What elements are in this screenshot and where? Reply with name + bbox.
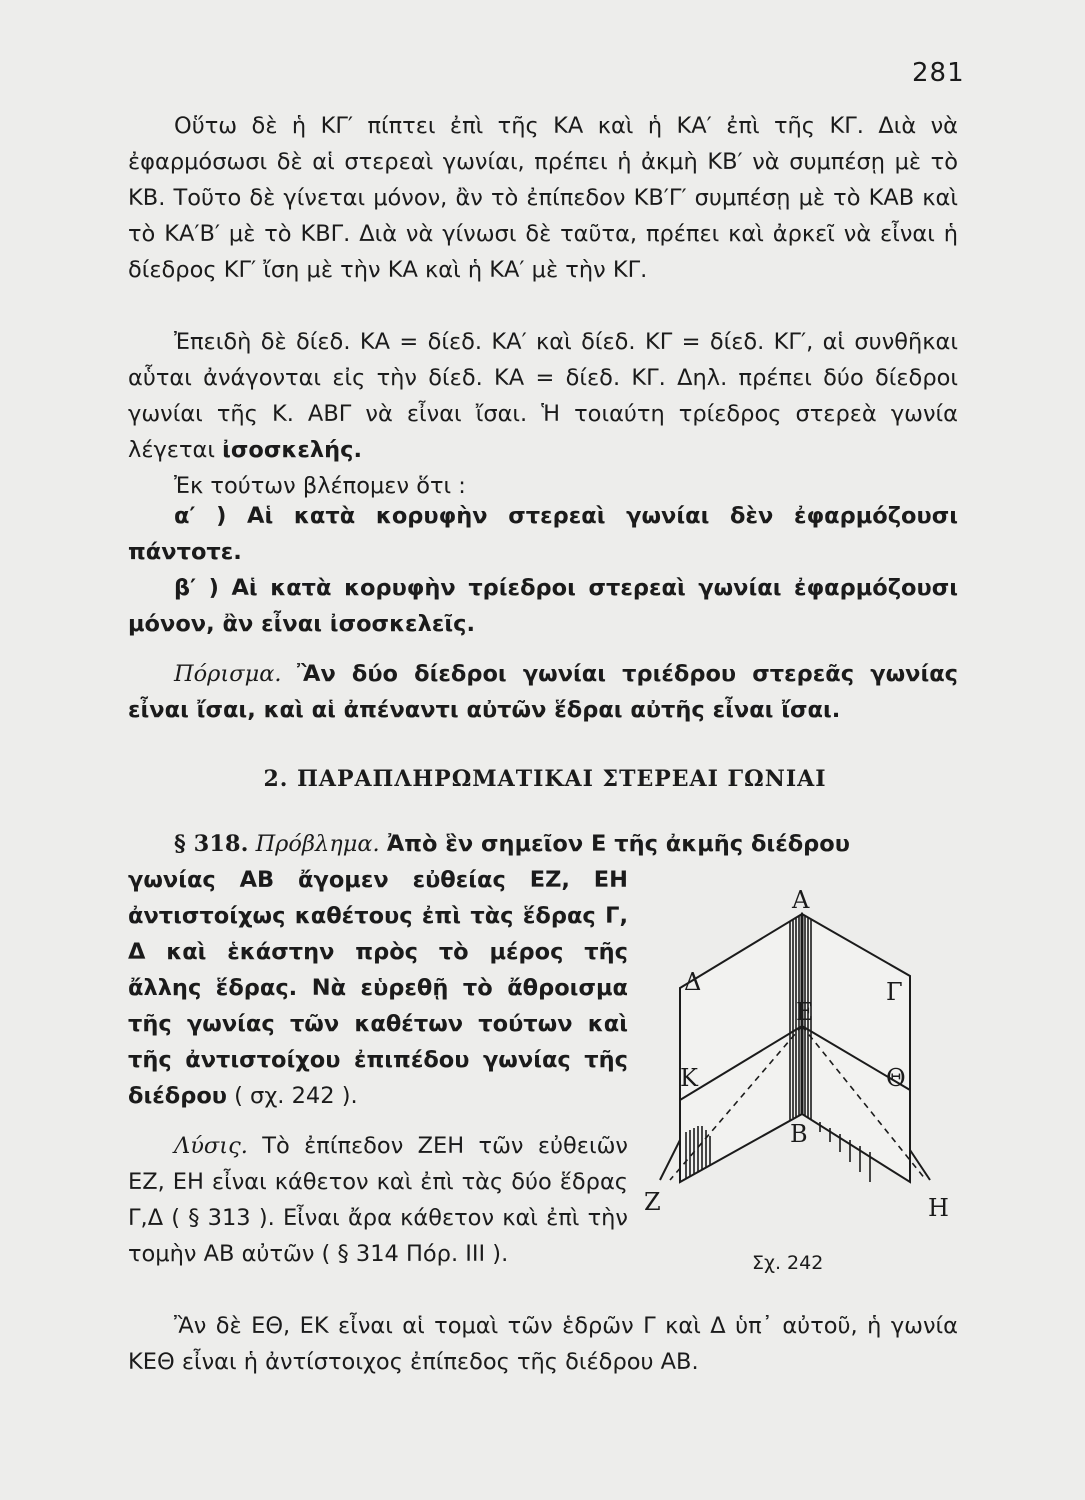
paragraph-epeidi-text: Ἐπειδὴ δὲ δίεδ. ΚΑ = δίεδ. ΚΑ′ καὶ δίεδ. ΚΓ = δίεδ. ΚΓ′, αἱ συνθῆκαι αὗται ἀνάγονται εἰς τὴν δίεδ. ΚΑ = δίεδ. ΚΓ. Δηλ. πρέπει δύο δίεδροι γωνίαι τῆς Κ. ΑΒΓ νὰ εἶναι ἴσαι. Ἡ τοιαύτη τρίεδρος στερεὰ γωνία λέγεται xyxy=(128,329,958,463)
label-delta: Δ xyxy=(684,968,702,996)
final-paragraph xyxy=(128,1308,958,1380)
list-item-a-text: α′ ) Αἱ κατὰ κορυφὴν στερεαὶ γωνίαι δὲν ἐφαρμόζουσι πάντοτε. xyxy=(128,503,958,565)
label-gamma: Γ xyxy=(886,978,903,1006)
list-item-b xyxy=(128,570,958,642)
corollary-text: Ἂν δύο δίεδροι γωνίαι τριέδρου στερεᾶς γωνίας εἶναι ἴσαι, καὶ αἱ ἀπέναντι αὐτῶν ἕδραι αὐτῆς εἶναι ἴσαι. xyxy=(128,661,959,723)
label-b: B xyxy=(790,1120,808,1148)
corollary xyxy=(128,656,958,728)
label-z: Z xyxy=(644,1188,661,1216)
list-item-a xyxy=(128,498,958,570)
problem-line1: Ἀπὸ ἓν σημεῖον Ε τῆς ἀκμῆς διέδρου xyxy=(386,831,850,857)
label-k: K xyxy=(680,1064,698,1092)
list-item-b-text: β′ ) Αἱ κατὰ κορυφὴν τρίεδροι στερεαὶ γωνίαι ἐφαρμόζουσι μόνον, ἂν εἶναι ἰσοσκελεῖς. xyxy=(128,575,958,637)
section-heading: 2. ΠΑΡΑΠΛΗΡΩΜΑΤΙΚΑΙ ΣΤΕΡΕΑΙ ΓΩΝΙΑΙ xyxy=(263,766,827,792)
solution-text: Τὸ ἐπίπεδον ΖΕΗ τῶν εὐθειῶν ΕΖ, ΕΗ εἶναι κάθετον καὶ ἐπὶ τὰς δύο ἕδρας Γ,Δ ( § 313 ). Εἶναι ἄρα κάθετον καὶ ἐπὶ τὴν τομὴν ΑΒ αὐτῶν ( § 314 Πόρ. ΙΙΙ ). xyxy=(128,1133,628,1267)
problem-header xyxy=(128,826,958,862)
figure-caption: Σχ. 242 xyxy=(752,1252,824,1274)
label-e: E xyxy=(796,998,814,1026)
paragraph-ek-text: Ἐκ τούτων βλέπομεν ὅτι : xyxy=(174,473,466,499)
problem-label: Πρόβλημα. xyxy=(255,831,380,857)
paragraph-intro xyxy=(128,108,958,288)
final-paragraph-text: Ἂν δὲ ΕΘ, ΕΚ εἶναι αἱ τομαὶ τῶν ἑδρῶν Γ καὶ Δ ὑπ᾿ αὐτοῦ, ἡ γωνία ΚΕΘ εἶναι ἡ ἀντίστοιχος ἐπίπεδος τῆς διέδρου ΑΒ. xyxy=(128,1313,958,1375)
solution xyxy=(128,1128,628,1272)
label-theta: Θ xyxy=(886,1064,906,1092)
term-isoskelis: ἰσοσκελής. xyxy=(222,437,363,463)
line-z xyxy=(660,1140,680,1180)
face-gamma xyxy=(802,914,910,1182)
figure-242-diagram xyxy=(630,880,950,1220)
label-h: H xyxy=(928,1194,949,1220)
corollary-label: Πόρισμα. xyxy=(174,661,282,687)
problem-number: § 318. xyxy=(174,831,249,857)
problem-statement-text: γωνίας ΑΒ ἄγομεν εὐθείας ΕΖ, ΕΗ ἀντιστοίχως καθέτους ἐπὶ τὰς ἕδρας Γ, Δ καὶ ἑκάστην πρὸς τὸ μέρος τῆς ἄλλης ἕδρας. Νὰ εὑρεθῇ τὸ ἄθροισμα τῆς γωνίας τῶν καθέτων τούτων καὶ τῆς ἀντιστοίχου ἐπιπέδου γωνίας τῆς διέδρου xyxy=(128,867,628,1109)
paragraph-intro-text: Οὕτω δὲ ἡ ΚΓ′ πίπτει ἐπὶ τῆς ΚΑ καὶ ἡ ΚΑ′ ἐπὶ τῆς ΚΓ. Διὰ νὰ ἐφαρμόσωσι δὲ αἱ στερεαὶ γωνίαι, πρέπει ἡ ἀκμὴ ΚΒ′ νὰ συμπέσῃ μὲ τὸ ΚΒ. Τοῦτο δὲ γίνεται μόνον, ἂν τὸ ἐπίπεδον ΚΒ′Γ′ συμπέσῃ μὲ τὸ ΚΑΒ καὶ τὸ ΚΑ′Β′ μὲ τὸ ΚΒΓ. Διὰ νὰ γίνωσι δὲ ταῦτα, πρέπει καὶ ἀρκεῖ νὰ εἶναι ἡ δίεδρος ΚΓ′ ἴση μὲ τὴν ΚΑ καὶ ἡ ΚΑ′ μὲ τὴν ΚΓ. xyxy=(128,113,958,283)
paragraph-epeidi xyxy=(128,324,958,468)
solution-label: Λύσις. xyxy=(174,1133,248,1159)
label-a: A xyxy=(792,886,810,914)
page-number: 281 xyxy=(912,58,965,88)
problem-figure-ref: ( σχ. 242 ). xyxy=(234,1083,358,1109)
problem-statement xyxy=(128,862,628,1114)
